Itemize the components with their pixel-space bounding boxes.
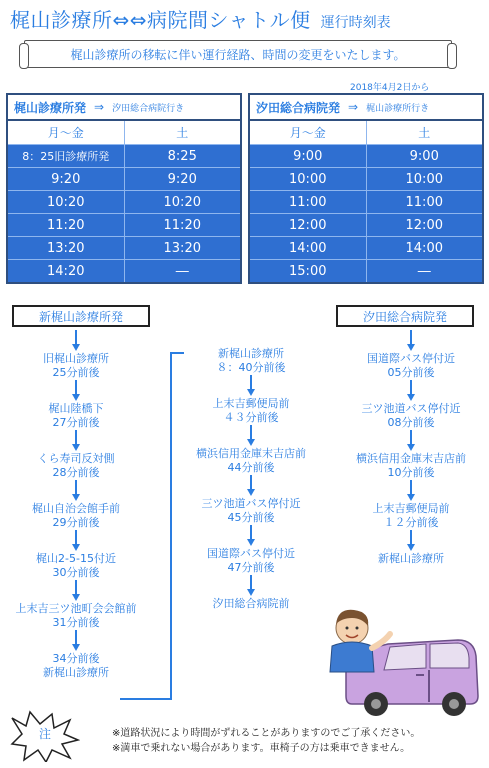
table-from: 梶山診療所発 [14, 100, 87, 115]
list-item [213, 397, 290, 425]
route-label-ushioda [336, 305, 474, 327]
shuttle-van-illustration [318, 600, 483, 718]
list-item [373, 502, 450, 530]
table-row [8, 144, 240, 167]
title-sub: 運行時刻表 [320, 15, 391, 31]
list-item [213, 597, 290, 611]
timetable-ushioda-departure [248, 93, 484, 284]
stop-name: 汐田総合病院前 [212, 597, 290, 610]
table-cell: 14:20 [8, 259, 124, 282]
stop-time: 25分前後 [52, 366, 100, 379]
table-from: 汐田総合病院発 [256, 100, 341, 115]
table-cell: 12:00 [250, 213, 366, 236]
table-row [250, 259, 482, 282]
table-row [8, 167, 240, 190]
route-stops-left [0, 330, 152, 680]
note-badge-burst [10, 710, 80, 762]
arrow-down-icon [69, 480, 83, 502]
route-connector [170, 352, 172, 700]
table-header [250, 95, 482, 121]
stop-time: 31分前後 [52, 616, 100, 629]
notes [112, 726, 420, 756]
table-row [250, 167, 482, 190]
page-title [10, 4, 480, 30]
stop-name: 国道際バス停付近 [207, 547, 295, 560]
column-header-saturday: 土 [366, 121, 483, 144]
table-row [8, 236, 240, 259]
stop-time: 47分前後 [227, 561, 275, 574]
table-cell: 9:00 [366, 144, 483, 167]
stop-name: 横浜信用金庫末吉店前 [196, 447, 306, 460]
stop-time: 29分前後 [52, 516, 100, 529]
table-cell: 10:00 [250, 167, 366, 190]
table-header [8, 95, 240, 121]
list-item [16, 602, 137, 630]
arrow-down-icon [69, 530, 83, 552]
list-item [32, 502, 120, 530]
list-item [38, 452, 115, 480]
arrow-down-icon [69, 380, 83, 402]
column-header-weekday: 月～金 [8, 121, 124, 144]
stop-time: 05分前後 [387, 366, 435, 379]
notice-banner-text: 梶山診療所の移転に伴い運行経路、時間の変更をいたします。 [70, 47, 406, 62]
stop-time: ８：40分前後 [216, 361, 286, 374]
stop-time: 30分前後 [52, 566, 100, 579]
effective-date: 2018年4月2日から [350, 83, 430, 93]
stop-time: 27分前後 [52, 416, 100, 429]
list-item [43, 652, 109, 680]
route-connector [120, 698, 172, 700]
notice-banner [24, 40, 452, 68]
stop-time: 34分前後 [52, 652, 100, 665]
list-item [362, 402, 461, 430]
table-cell: 14:00 [366, 236, 483, 259]
list-item [217, 347, 286, 375]
stop-name: 新梶山診療所 [43, 666, 109, 679]
arrow-down-icon [69, 330, 83, 352]
list-item [36, 552, 116, 580]
table-to: 汐田総合病院行き [112, 103, 185, 114]
route-label-kajiyama [12, 305, 150, 327]
stop-time: 10分前後 [387, 466, 435, 479]
table-row [250, 213, 482, 236]
route-label-text: 汐田総合病院発 [362, 309, 447, 324]
table-cell: 11:20 [8, 213, 124, 236]
stop-time: 28分前後 [52, 466, 100, 479]
list-item [367, 352, 455, 380]
stop-time: １２分前後 [383, 516, 439, 529]
stop-name: 上末吉三ツ池町会会館前 [15, 602, 137, 615]
stop-name: 上末吉郵便局前 [212, 397, 290, 410]
table-cell: 9:00 [250, 144, 366, 167]
arrow-down-icon [69, 630, 83, 652]
table-cell: 11:20 [124, 213, 241, 236]
arrow-down-icon [404, 430, 418, 452]
stop-time: 44分前後 [227, 461, 275, 474]
table-row [8, 213, 240, 236]
table-cell: 8：25旧診療所発 [8, 144, 124, 167]
table-column-headers [8, 121, 240, 144]
list-item [202, 497, 301, 525]
list-item [49, 402, 104, 430]
timetable-kajiyama-departure [6, 93, 242, 284]
arrow-down-icon [69, 430, 83, 452]
table-row [8, 190, 240, 213]
arrow-right-icon: ⇒ [94, 100, 105, 114]
table-column-headers [250, 121, 482, 144]
arrow-down-icon [244, 525, 258, 547]
list-item [356, 452, 466, 480]
route-label-text: 新梶山診療所発 [38, 309, 123, 324]
table-row [8, 259, 240, 282]
stop-time: 08分前後 [387, 416, 435, 429]
table-cell: ― [366, 259, 483, 282]
table-cell: 10:20 [8, 190, 124, 213]
table-cell: ― [124, 259, 241, 282]
note-line: ※満車で乗れない場合があります。車椅子の方は乗車できません。 [112, 743, 411, 754]
list-item [378, 552, 444, 566]
list-item [207, 547, 295, 575]
stop-name: 上末吉郵便局前 [372, 502, 450, 515]
stop-name: 梶山2-5-15付近 [36, 552, 116, 565]
arrow-right-icon: ⇒ [348, 100, 359, 114]
arrow-down-icon [244, 425, 258, 447]
stop-name: 横浜信用金庫末吉店前 [356, 452, 466, 465]
table-cell: 10:20 [124, 190, 241, 213]
table-cell: 14:00 [250, 236, 366, 259]
table-cell: 15:00 [250, 259, 366, 282]
stop-name: 新梶山診療所 [218, 347, 284, 360]
note-line: ※道路状況により時間がずれることがありますのでご了承ください。 [112, 728, 421, 739]
arrow-down-icon [69, 580, 83, 602]
table-to: 梶山診療所行き [366, 103, 430, 114]
arrow-down-icon [244, 475, 258, 497]
route-stops-middle [176, 347, 326, 611]
note-badge-label: 注 [38, 727, 51, 741]
stop-name: 三ツ池道バス停付近 [361, 402, 461, 415]
table-cell: 11:00 [250, 190, 366, 213]
stop-name: 旧梶山診療所 [43, 352, 109, 365]
stop-time: 45分前後 [227, 511, 275, 524]
column-header-weekday: 月～金 [250, 121, 366, 144]
table-cell: 9:20 [124, 167, 241, 190]
table-cell: 13:20 [8, 236, 124, 259]
stop-time: ４３分前後 [223, 411, 279, 424]
table-cell: 12:00 [366, 213, 483, 236]
column-header-saturday: 土 [124, 121, 241, 144]
table-row [250, 236, 482, 259]
arrow-down-icon [244, 575, 258, 597]
arrow-down-icon [404, 330, 418, 352]
list-item [196, 447, 306, 475]
stop-name: 三ツ池道バス停付近 [201, 497, 301, 510]
table-cell: 9:20 [8, 167, 124, 190]
arrow-down-icon [404, 480, 418, 502]
table-row [250, 190, 482, 213]
table-cell: 11:00 [366, 190, 483, 213]
arrow-down-icon [244, 375, 258, 397]
table-cell: 10:00 [366, 167, 483, 190]
table-row [250, 144, 482, 167]
table-cell: 8:25 [124, 144, 241, 167]
title-main: 梶山診療所⇔⇔病院間シャトル便 [10, 8, 311, 32]
list-item [43, 352, 109, 380]
stop-name: 国道際バス停付近 [367, 352, 455, 365]
arrow-down-icon [404, 380, 418, 402]
table-cell: 13:20 [124, 236, 241, 259]
arrow-down-icon [404, 530, 418, 552]
stop-name: 梶山自治会館手前 [32, 502, 120, 515]
stop-name: 新梶山診療所 [378, 552, 444, 565]
stop-name: 梶山陸橋下 [48, 402, 104, 415]
stop-name: くら寿司反対側 [37, 452, 115, 465]
route-stops-right [336, 330, 486, 566]
